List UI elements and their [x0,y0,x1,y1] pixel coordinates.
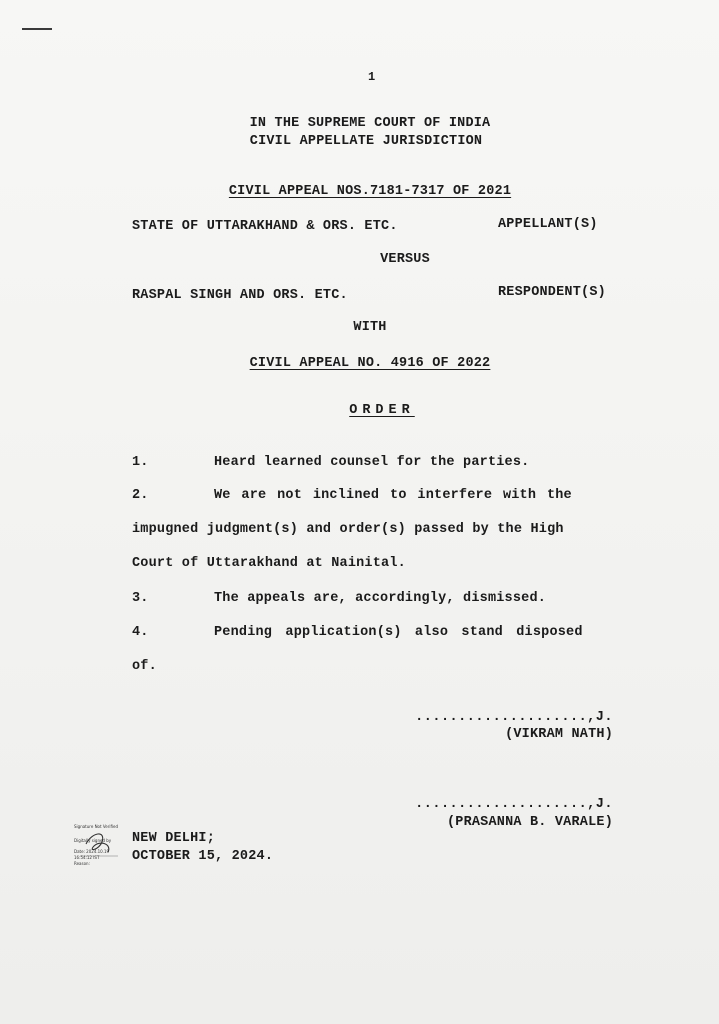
paragraph-text: of. [132,659,157,674]
order-paragraph-2 [132,479,610,581]
digital-signature-stamp [72,822,126,868]
place: NEW DELHI; [132,831,216,846]
signature-line-1: ....................,J. [415,710,613,725]
paragraph-text: We are not inclined to interfere with the [214,488,572,503]
court-name: IN THE SUPREME COURT OF INDIA [249,116,491,131]
paragraph-number: 2. [132,488,149,503]
order-paragraph-3 [132,582,612,616]
jurisdiction: CIVIL APPELLATE JURISDICTION [249,134,483,149]
respondent-name: RASPAL SINGH AND ORS. ETC. [132,288,348,303]
case-number-primary [0,184,719,199]
stamp-line-5: Reason: [74,861,90,866]
paragraph-number: 4. [132,625,149,640]
paragraph-number: 3. [132,591,149,606]
appellant-name: STATE OF UTTARAKHAND & ORS. ETC. [132,219,398,234]
judge-name-2: (PRASANNA B. VARALE) [446,815,613,830]
case-number-secondary-text: CIVIL APPEAL NO. 4916 OF 2022 [249,356,491,371]
paragraph-text: Pending application(s) also stand disposed [214,625,583,640]
case-number-primary-text: CIVIL APPEAL NOS.7181-7317 OF 2021 [228,184,512,199]
order-paragraph-1 [132,446,612,480]
order-date: OCTOBER 15, 2024. [132,849,274,864]
judge-name-1: (VIKRAM NATH) [505,727,613,742]
paragraph-number: 1. [132,455,149,470]
stamp-line-3: Date: 2024.10.19 [74,849,110,854]
paragraph-text: impugned judgment(s) and order(s) passed by the High [132,522,564,537]
respondent-role: RESPONDENT(S) [498,285,606,300]
order-title [0,403,719,418]
paragraph-text: Heard learned counsel for the parties. [214,455,530,470]
case-number-secondary [0,356,719,371]
corner-mark [22,28,52,30]
paragraph-text: Court of Uttarakhand at Nainital. [132,556,406,571]
stamp-line-1: Signature Not Verified [74,824,119,829]
stamp-line-2: Digitally signed by [74,838,112,843]
paragraph-text: The appeals are, accordingly, dismissed. [214,591,547,606]
signature-line-2: ....................,J. [415,797,613,812]
order-paragraph-4 [132,616,610,684]
versus-label: VERSUS [380,252,430,267]
appellant-role: APPELLANT(S) [498,217,598,232]
with-label: WITH [353,320,387,335]
page-number: 1 [368,70,376,84]
order-title-text: ORDER [349,403,415,418]
stamp-line-4: 16:54:12 IST [74,855,100,860]
